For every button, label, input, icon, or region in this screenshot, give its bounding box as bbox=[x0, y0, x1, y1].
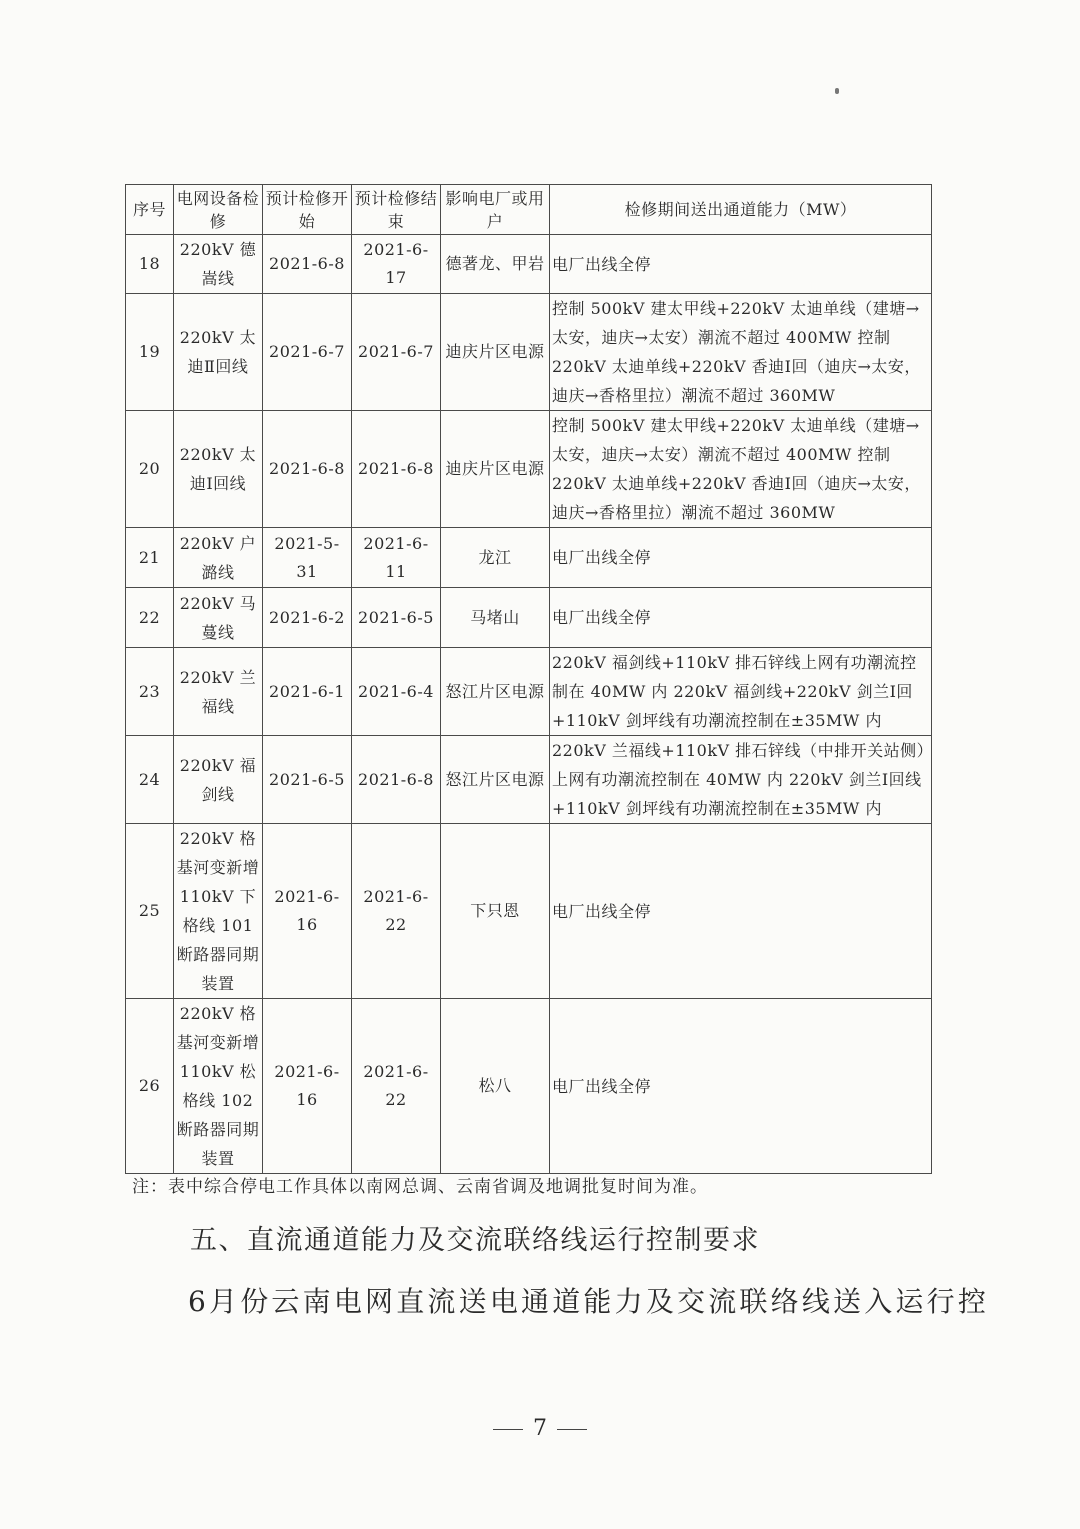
table-row bbox=[126, 736, 932, 824]
page-number-dash-right bbox=[557, 1429, 587, 1430]
page-number bbox=[0, 1416, 1080, 1441]
cell-end: 2021-6-4 bbox=[352, 648, 441, 736]
cell-start: 2021-6-1 bbox=[263, 648, 352, 736]
cell-device: 220kV 格基河变新增110kV 松格线 102 断路器同期装置 bbox=[174, 999, 263, 1174]
cell-plant: 马堵山 bbox=[441, 588, 550, 648]
section-heading: 五、直流通道能力及交流联络线运行控制要求 bbox=[190, 1225, 760, 1256]
header-plant: 影响电厂或用户 bbox=[441, 185, 550, 235]
cell-no: 20 bbox=[126, 411, 174, 528]
table-row bbox=[126, 528, 932, 588]
cell-device: 220kV 格基河变新增110kV 下格线 101 断路器同期装置 bbox=[174, 824, 263, 999]
cell-plant: 德著龙、甲岩 bbox=[441, 235, 550, 294]
cell-capacity: 220kV 福剑线+110kV 排石锌线上网有功潮流控制在 40MW 内 220kV 福剑线+220kV 剑兰Ⅰ回+110kV 剑坪线有功潮流控制在±35MW 内 bbox=[550, 648, 932, 736]
scan-speck bbox=[835, 88, 839, 94]
cell-start: 2021-6-8 bbox=[263, 411, 352, 528]
cell-device: 220kV 德嵩线 bbox=[174, 235, 263, 294]
cell-device: 220kV 福剑线 bbox=[174, 736, 263, 824]
table-row bbox=[126, 588, 932, 648]
cell-start: 2021-6-2 bbox=[263, 588, 352, 648]
table-row bbox=[126, 824, 932, 999]
header-device: 电网设备检修 bbox=[174, 185, 263, 235]
table-note: 注：表中综合停电工作具体以南网总调、云南省调及地调批复时间为准。 bbox=[132, 1177, 708, 1197]
cell-no: 26 bbox=[126, 999, 174, 1174]
cell-no: 19 bbox=[126, 294, 174, 411]
cell-capacity: 电厂出线全停 bbox=[550, 999, 932, 1174]
header-start: 预计检修开始 bbox=[263, 185, 352, 235]
cell-capacity: 电厂出线全停 bbox=[550, 824, 932, 999]
cell-capacity: 控制 500kV 建太甲线+220kV 太迪单线（建塘→太安，迪庆→太安）潮流不超过 400MW 控制 220kV 太迪单线+220kV 香迪Ⅰ回（迪庆→太安，迪庆→香格里拉）潮流不超过 360MW bbox=[550, 294, 932, 411]
cell-no: 25 bbox=[126, 824, 174, 999]
cell-capacity: 电厂出线全停 bbox=[550, 235, 932, 294]
cell-start: 2021-6-16 bbox=[263, 824, 352, 999]
cell-device: 220kV 兰福线 bbox=[174, 648, 263, 736]
cell-no: 18 bbox=[126, 235, 174, 294]
cell-capacity: 电厂出线全停 bbox=[550, 528, 932, 588]
cell-capacity: 控制 500kV 建太甲线+220kV 太迪单线（建塘→太安，迪庆→太安）潮流不超过 400MW 控制 220kV 太迪单线+220kV 香迪Ⅰ回（迪庆→太安，迪庆→香格里拉）潮流不超过 360MW bbox=[550, 411, 932, 528]
table-header-row bbox=[126, 185, 932, 235]
table-row bbox=[126, 648, 932, 736]
header-no: 序号 bbox=[126, 185, 174, 235]
header-capacity: 检修期间送出通道能力（MW） bbox=[550, 185, 932, 235]
cell-no: 22 bbox=[126, 588, 174, 648]
cell-plant: 怒江片区电源 bbox=[441, 736, 550, 824]
cell-plant: 迪庆片区电源 bbox=[441, 411, 550, 528]
cell-plant: 迪庆片区电源 bbox=[441, 294, 550, 411]
cell-end: 2021-6-17 bbox=[352, 235, 441, 294]
cell-device: 220kV 马蔓线 bbox=[174, 588, 263, 648]
cell-no: 23 bbox=[126, 648, 174, 736]
cell-start: 2021-6-16 bbox=[263, 999, 352, 1174]
table-row bbox=[126, 411, 932, 528]
table-row bbox=[126, 999, 932, 1174]
cell-capacity: 220kV 兰福线+110kV 排石锌线（中排开关站侧）上网有功潮流控制在 40MW 内 220kV 剑兰Ⅰ回线+110kV 剑坪线有功潮流控制在±35MW 内 bbox=[550, 736, 932, 824]
cell-end: 2021-6-5 bbox=[352, 588, 441, 648]
cell-device: 220kV 太迪Ⅰ回线 bbox=[174, 411, 263, 528]
cell-start: 2021-6-5 bbox=[263, 736, 352, 824]
cell-end: 2021-6-11 bbox=[352, 528, 441, 588]
body-paragraph: 6月份云南电网直流送电通道能力及交流联络线送入运行控 bbox=[188, 1285, 990, 1318]
cell-start: 2021-5-31 bbox=[263, 528, 352, 588]
table-row bbox=[126, 235, 932, 294]
cell-start: 2021-6-8 bbox=[263, 235, 352, 294]
page-number-dash-left bbox=[493, 1429, 523, 1430]
cell-plant: 龙江 bbox=[441, 528, 550, 588]
cell-end: 2021-6-22 bbox=[352, 999, 441, 1174]
header-end: 预计检修结束 bbox=[352, 185, 441, 235]
cell-end: 2021-6-7 bbox=[352, 294, 441, 411]
cell-end: 2021-6-8 bbox=[352, 736, 441, 824]
cell-end: 2021-6-22 bbox=[352, 824, 441, 999]
cell-no: 24 bbox=[126, 736, 174, 824]
cell-no: 21 bbox=[126, 528, 174, 588]
cell-plant: 松八 bbox=[441, 999, 550, 1174]
cell-plant: 怒江片区电源 bbox=[441, 648, 550, 736]
outage-table bbox=[125, 184, 932, 1174]
cell-device: 220kV 太迪Ⅱ回线 bbox=[174, 294, 263, 411]
cell-start: 2021-6-7 bbox=[263, 294, 352, 411]
cell-capacity: 电厂出线全停 bbox=[550, 588, 932, 648]
table-row bbox=[126, 294, 932, 411]
page-number-value: 7 bbox=[533, 1416, 547, 1441]
cell-plant: 下只恩 bbox=[441, 824, 550, 999]
cell-device: 220kV 户潞线 bbox=[174, 528, 263, 588]
cell-end: 2021-6-8 bbox=[352, 411, 441, 528]
